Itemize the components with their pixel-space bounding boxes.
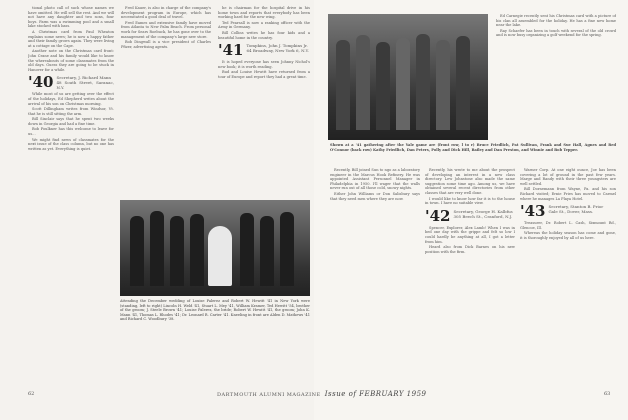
class-heading-42: '42 Secretary, George H. Kalbfus 305 Beech St., Cranford, N.J. <box>425 208 513 224</box>
photo-caption: Attending the December wedding of Louise Palerez and Robert W. Hewitt '41 in New York were (standing, left to right) Lincoln H. Weld '41, Stuart L. Mey '41, William Kramer, Ted Hewitt '54, brother of the groom; J. Steele Brown '41; Louise Palerez, the bride; Robert W. Hewitt '41, the groom; John K. Mann '41, Thomas L. Rhodes '41; Dr. Leonard R. Carter '41. Kneeling in front are Alden D. Mathews '41 and Richard C. Woodbury '38. <box>120 299 310 321</box>
paragraph: Ed Carnegie recently sent his Christmas card with a picture of his clan all assembled for the holiday. He has a fine new home near the lake. <box>496 14 616 28</box>
paragraph: Whereas the holiday season has come and gone, it is thoroughly enjoyed by all of us here. <box>520 231 616 240</box>
paragraph: Scott Dillingham writes from Windsor, Vt. that he is still sitting the arm. <box>28 107 114 116</box>
left-column-1 <box>28 6 114 384</box>
paragraph: Fred Eames and extensive family have moved from Atlanta to New Palm Beach. From personal work for Sears Roebuck, he has gone over to the management of the company's large new store. <box>121 20 211 39</box>
page-number: 63 <box>604 391 611 397</box>
right-column-2 <box>425 168 515 384</box>
paragraph: A Christmas card from Paul Wheaton explains some news; he is now a happy father and their family grows again. They were living at a cottage on the Cape. <box>28 29 114 48</box>
paragraph: Either John Williams or Don Salisbury says that they need men where they are now. <box>330 191 420 201</box>
class-heading-43: '43 Secretary, Stanton B. Prior Gale St., Dover, Mass. <box>520 204 604 220</box>
photo-caption: Shown at a '41 gathering after the Yale game are (front row, l to r) Bruce Friedlich, Pat Sullivan, Frank and Sue Hall, Agnes and Red O'Connor (back row) Kathy Friedlich, Dan Peters, Polly and Dick Hill, Bailey and Dan Preston, and Winnie and Bob Tepper. <box>330 143 616 152</box>
paragraph: Recently, Bill joined Sun to ngo as a laboratory engineer in the Marcus Hook Refinery. He was appointed Assistant Personnel Manager in Philadelphia in 1950. I'll wager that the walls never run out of all those cold, snowy nights. <box>330 168 420 191</box>
paragraph: Bill Dornemann from Wayne, Pa. and his son Richard visited; Ernie Fries has moved to Carmel where he manages La Playa Hotel. <box>520 187 616 201</box>
class-heading-40: '40 Secretary, J. Richard Mann 48 South Street, Saranac, N.Y. <box>28 75 114 91</box>
paragraph: While most of us are getting over the effect of the holidays, Ed Shepherd writes about the arrival of his son on Christmas morning. <box>28 92 114 106</box>
paragraph: Heard also from Dick Barnes on his new position with the firm. <box>425 245 515 254</box>
paragraph: I would like to know how far it is to the house in town. I have no suitable view. <box>425 196 515 206</box>
footer <box>217 390 426 398</box>
paragraph: Treasurer, Dr. Robert L. Cash, Sixmount Rd., Glencoe, Ill. <box>520 221 616 230</box>
paragraph: It is hoped everyone has seen Johnny Nichol's new book; it is worth reading. <box>218 60 310 69</box>
paragraph: tional photo call of such whose names we have omitted. He will sell the rest. And we will not have any daughter and two sons, four boys. Farm was a swimming pool and a small lake stocked with bass. <box>28 6 114 29</box>
left-column-3 <box>218 6 310 196</box>
right-column-1 <box>330 168 420 384</box>
paragraph: Spencer, Explorer, Alex Lamb! When I was in bed one day with the grippe and felt so low I could hardly be anything at all, I got a letter from him. <box>425 225 515 244</box>
left-column-2 <box>121 6 211 196</box>
paragraph: Another note on the Christmas card front: John Crane and his family would like to know the whereabouts of some classmates from the old days. Guess they are going to be stuck in Hanover for a while. <box>28 49 114 72</box>
paragraph: Ted Pearsall is now a ranking officer with the Army in Germany. <box>218 20 310 30</box>
paragraph: Fred Kauer, is also in charge of the company's development program in Europe, which has necessitated a good deal of travel. <box>121 6 211 20</box>
right-column-3 <box>520 168 616 384</box>
paragraph: Bill Sinclair says that he spent two weeks down in Georgia and had a fine time. <box>28 117 114 126</box>
gathering-photo <box>328 14 488 140</box>
paragraph: Bill Collins writes he has four kids and a beautiful home in the country. <box>218 30 310 40</box>
paragraph: We might find news of classmates for the next issue of the class column, but no one has written as yet. Everything is quiet. <box>28 137 114 151</box>
class-heading-41: '41 Tompkins, John J. Tompkins Jr. 64 Broadway, New York 6, N.Y. <box>218 43 309 59</box>
magazine-name: DARTMOUTH ALUMNI MAGAZINE <box>217 392 321 398</box>
paragraph: he is chairman for the hospital drive in his home town and reports that everybody has been working hard for the new wing. <box>218 6 310 20</box>
paragraph: Bob Dingwall is a vice president of Charles Pfizer, advertising agents. <box>121 40 211 49</box>
top-right-column <box>496 14 616 140</box>
paragraph: Bob Foulkner has this welcome to leave for us... <box>28 127 114 137</box>
wedding-photo <box>120 200 310 296</box>
paragraph: Recently, his wrote to me about the prospect of developing an interest in a new class directory. Lew Johnstone also made the same suggestion some time ago. Among us, we have obtained several recent directories from other classes that are very well done. <box>425 168 515 195</box>
paragraph: Ray Schaefer has been in touch with several of the old crowd and is now busy organizing a golf weekend for the spring. <box>496 28 616 38</box>
paragraph: Bud and Louise Hewitt have returned from a tour of Europe and report they had a great time. <box>218 70 310 79</box>
page-number: 62 <box>28 391 35 397</box>
right-page <box>314 0 628 420</box>
paragraph: Warner Corp. At one eight ounce, Joe has been covering a lot of ground in the past few years. Marge and Randy with their three youngsters are well settled. <box>520 168 616 186</box>
issue-date: Issue of FEBRUARY 1959 <box>324 390 427 398</box>
